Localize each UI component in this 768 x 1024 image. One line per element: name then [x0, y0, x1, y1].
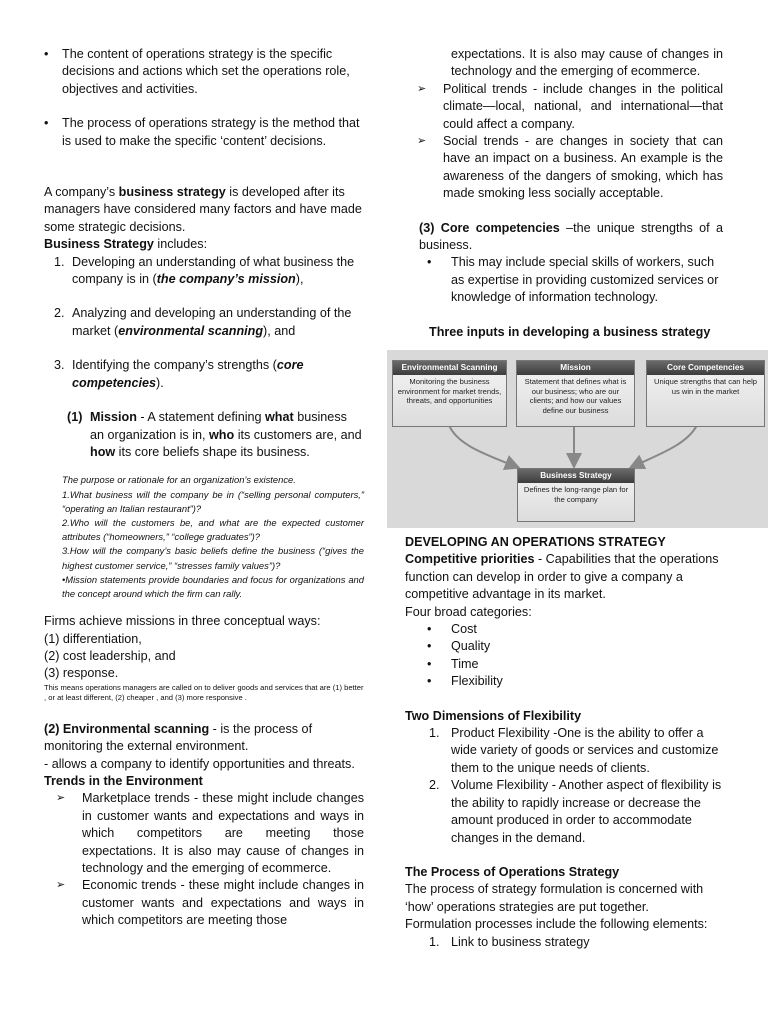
four-categories: Four broad categories: [405, 604, 532, 619]
bullet-text: The content of operations strategy is the specific decisions and actions which set the operations role, objectives and activities. [62, 47, 350, 96]
bullet-text: The process of operations strategy is the method that is used to make the specific ‘content’ decisions. [62, 116, 360, 148]
process-heading: The Process of Operations Strategy [405, 864, 620, 879]
left-column [44, 46, 364, 930]
bullet-dot-icon: • [44, 116, 49, 131]
bullet-dot-icon: • [427, 656, 432, 671]
process-item-1: 1. Link to business strategy [429, 934, 590, 949]
diagram-title: Three inputs in developing a business strategy [429, 324, 711, 339]
step-1: 1. Developing an understanding of what business the company is in (the company’s mission), [54, 254, 355, 287]
mission-notes: The purpose or rationale for an organization’s existence. 1.What business will the company be in (“selling personal computers,” “operating an Italian restaurant”)? 2.Who will the customers be, and what are the expected customer attributes (“homeowners,” “college graduates”)? 3.How will the company’s basic beliefs define the business (“gives the highest customer service,” “stresses family values”)? •Mission statements provide boundaries and focus for organizations and the concept around which the firm can rally. [62, 474, 364, 599]
category-item: • Flexibility [405, 673, 723, 690]
process-bullet [44, 115, 364, 150]
step-3: 3. Identifying the company’s strengths (core competencies). [54, 358, 304, 390]
includes-line: Business Strategy includes: [44, 237, 208, 252]
trend-economic: ➢ Economic trends - these might include changes in customer wants and expectations and ways in which competitors are meeting those [56, 878, 364, 928]
flex-item-2: 2. Volume Flexibility - Another aspect of flexibility is the ability to rapidly increase or decrease the amount produced in order to accommodate changes in the demand. [429, 778, 722, 845]
business-strategy-intro: A company’s business strategy is developed after its managers have considered many factors and have made some strategic decisions. [44, 185, 362, 234]
flex-item-1: 1. Product Flexibility -One is the ability to offer a wide variety of goods or services and customize them to the unique needs of clients. [429, 726, 719, 775]
competitive-priorities: Competitive priorities - Capabilities that the operations function can develop in order to give a company a competitive advantage in its market. [405, 552, 719, 602]
bullet-dot-icon: • [427, 622, 432, 637]
dev-heading: DEVELOPING AN OPERATIONS STRATEGY [405, 535, 666, 549]
arrow-bullet-icon: ➢ [56, 879, 66, 892]
category-item: • Time [405, 656, 723, 673]
right-column-top [405, 46, 723, 341]
bullet-dot-icon: • [427, 255, 432, 270]
business-strategy-box: Business Strategy Defines the long-range plan for the company [517, 468, 635, 522]
bullet-dot-icon: • [427, 674, 432, 689]
core-competencies: (3) Core competencies –the unique strengths of a business. [419, 220, 724, 253]
core-bullet: • This may include special skills of workers, such as expertise in providing customized services or knowledge of information technology. [427, 255, 719, 305]
step-2: 2. Analyzing and developing an understanding of the market (environmental scanning), and [54, 306, 352, 338]
arrow-bullet-icon: ➢ [417, 135, 427, 148]
strategy-inputs-diagram [387, 350, 768, 528]
process-p2: Formulation processes include the following elements: [405, 917, 708, 932]
trend-political: ➢ Political trends - include changes in the political climate—local, national, and international—that could affect a company. [417, 81, 723, 131]
trend-continuation: expectations. It is also may cause of changes in technology and the emerging of ecommerce. [451, 47, 723, 79]
trend-marketplace: ➢ Marketplace trends - these might include changes in customer wants and expectations and ways in which competitors are meeting those expectations. It is also may cause of changes in technology and the emerging of ecommerce. [56, 791, 364, 876]
env-scanning: (2) Environmental scanning - is the process of monitoring the external environment. [44, 721, 313, 754]
arrow-bullet-icon: ➢ [56, 792, 66, 805]
flex-heading: Two Dimensions of Flexibility [405, 708, 582, 723]
bullet-dot-icon: • [44, 47, 49, 61]
bullet-dot-icon: • [427, 639, 432, 654]
arrow-bullet-icon: ➢ [417, 82, 427, 95]
firms-missions: Firms achieve missions in three conceptual ways: (1) differentiation, (2) cost leadership, and (3) response. [44, 614, 321, 681]
process-p1: The process of strategy formulation is concerned with ‘how’ operations strategies are put together. [405, 882, 704, 914]
trends-heading: Trends in the Environment [44, 773, 203, 788]
missions-note: This means operations managers are called on to deliver goods and services that are (1) better , or at least different, (2) cheaper , and (3) more responsive . [44, 682, 364, 702]
category-item: • Quality [405, 638, 723, 655]
env-scanning-2: - allows a company to identify opportunities and threats. [44, 756, 355, 771]
content-bullet [44, 46, 364, 98]
mission-definition: (1) Mission - A statement defining what business an organization is in, who its customers are, and how its core beliefs shape its business. [67, 410, 362, 459]
core-competencies-box: Core Competencies Unique strengths that can help us win in the market [646, 360, 765, 427]
mission-box: Mission Statement that defines what is our business; who are our clients; and how our values define our business [516, 360, 635, 427]
category-item: • Cost [405, 621, 723, 638]
right-column-bottom [405, 534, 723, 951]
trend-social: ➢ Social trends - are changes in society that can have an impact on a business. An example is the awareness of the dangers of smoking, which has made smoking less socially acceptable. [417, 134, 723, 201]
env-scanning-box: Environmental Scanning Monitoring the business environment for market trends, threats, and opportunities [392, 360, 507, 427]
